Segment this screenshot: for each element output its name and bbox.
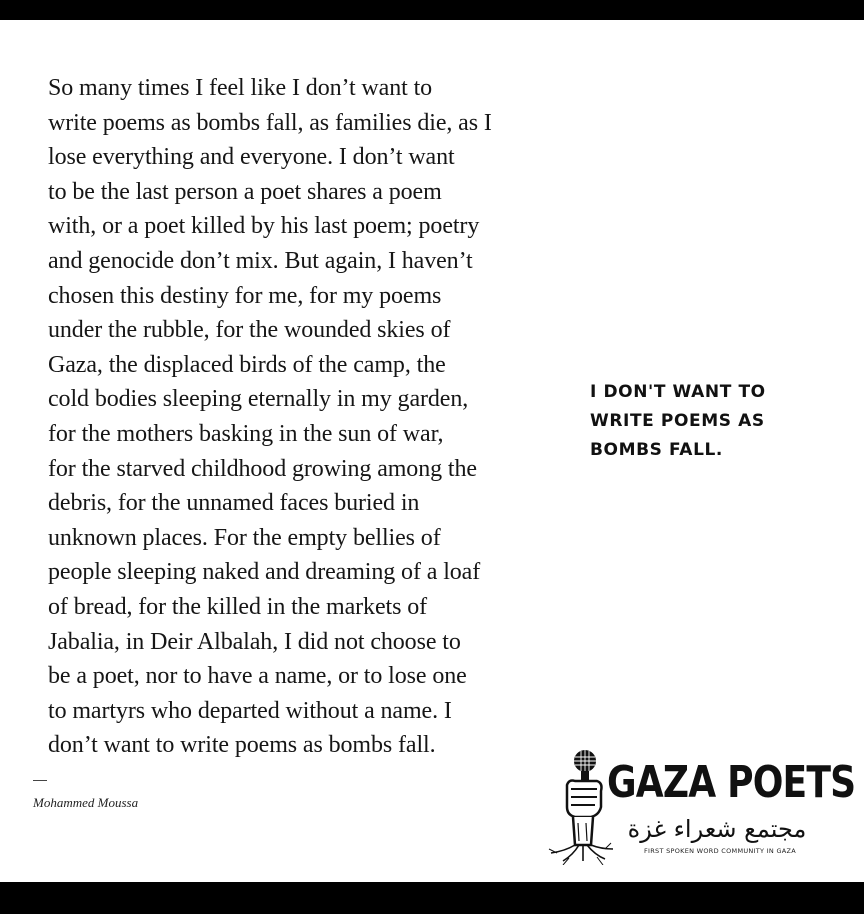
poem-card xyxy=(0,20,864,882)
logo-title: GAZA POETS xyxy=(607,757,856,808)
poem-text: So many times I feel like I don’t want to write poems as bombs fall, as families die, as I lose everything and everyone. I don’t want to be the last person a poet shares a poem with, or a poet killed by his last poem; poetry and genocide don’t mix. But again, I haven’t chosen this destiny for me, for my poems under the rubble, for the wounded skies of Gaza, the displaced birds of the camp, the cold bodies sleeping eternally in my garden, for the mothers basking in the sun of war, for the starved childhood growing among the debris, for the unnamed faces buried in unknown places. For the empty bellies of people sleeping naked and dreaming of a loaf of bread, for the killed in the markets of Jabalia, in Deir Albalah, I did not choose to be a poet, nor to have a name, or to lose one to martyrs who departed without a name. I don’t want to write poems as bombs fall. xyxy=(48,75,492,759)
fist-microphone-icon xyxy=(545,745,615,865)
logo-arabic-title: مجتمع شعراء غزة xyxy=(627,815,807,843)
author-name: Mohammed Moussa xyxy=(33,795,139,810)
author-dash xyxy=(33,780,47,781)
logo-tagline: FIRST SPOKEN WORD COMMUNITY IN GAZA xyxy=(643,847,797,855)
gaza-poets-logo xyxy=(545,745,856,865)
pull-quote: I DON'T WANT TO WRITE POEMS AS BOMBS FALL. xyxy=(590,382,766,460)
